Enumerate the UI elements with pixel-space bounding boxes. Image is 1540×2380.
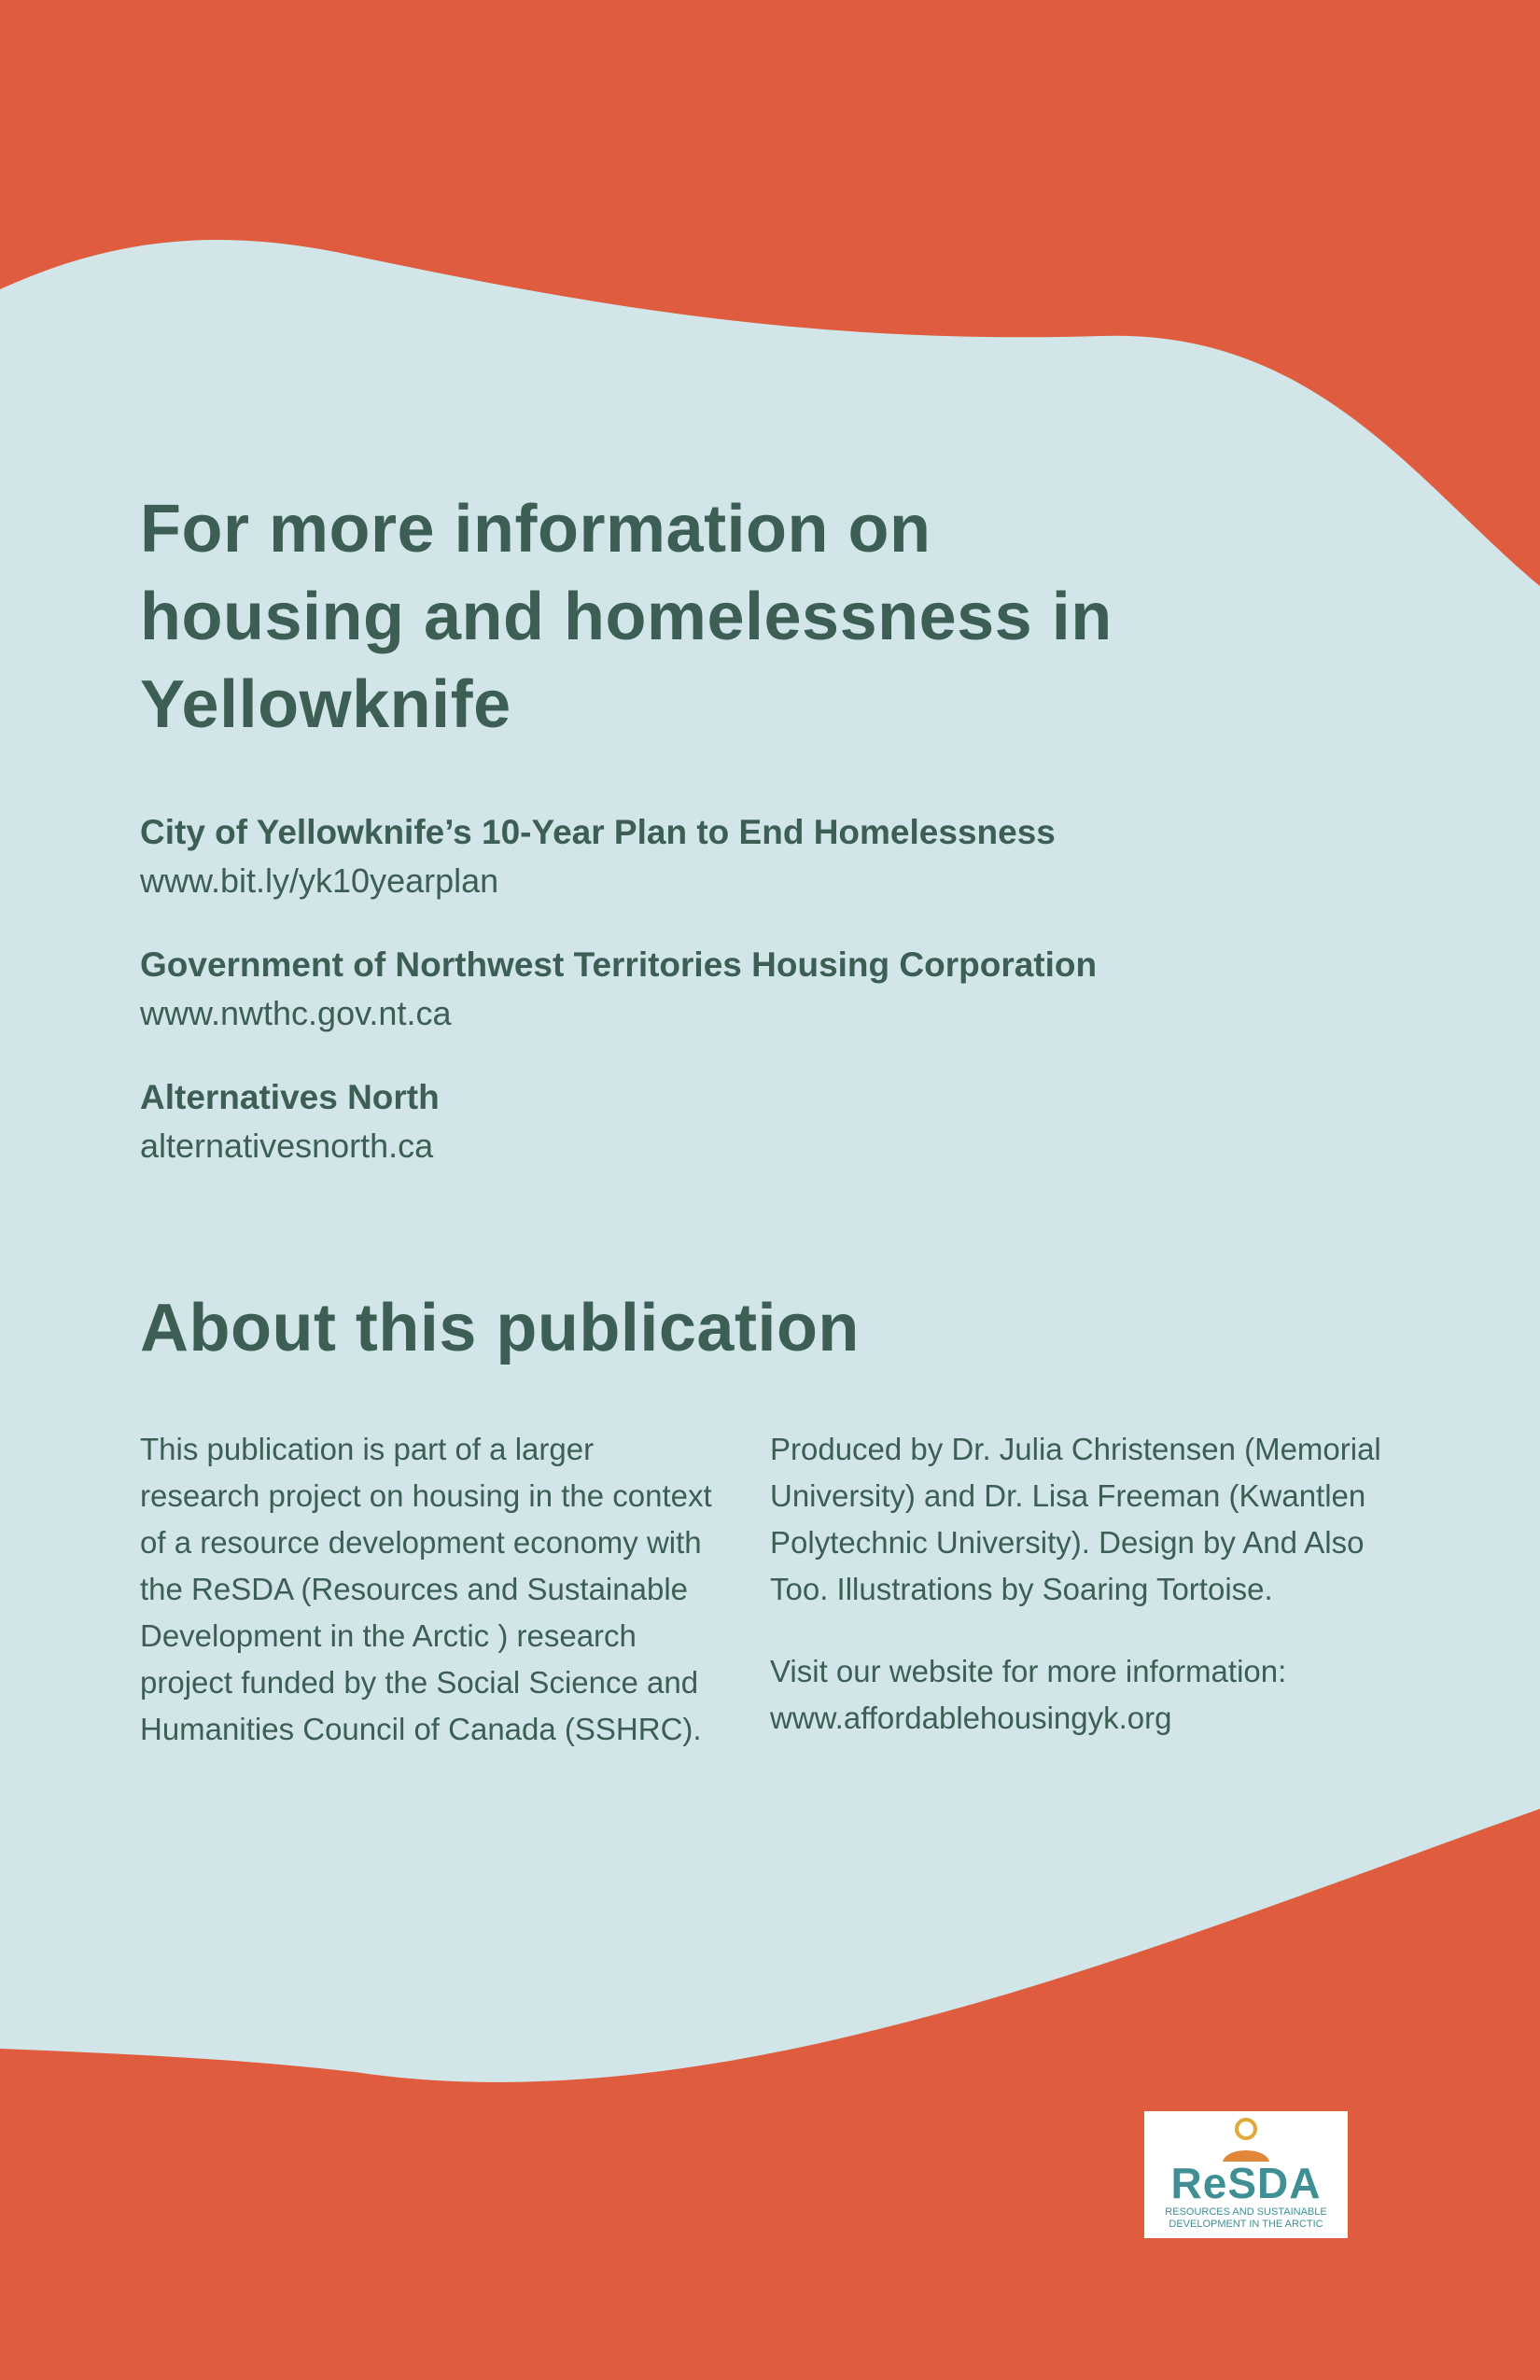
resource-item-yk-plan <box>140 808 1307 905</box>
logo-tagline: RESOURCES AND SUSTAINABLE DEVELOPMENT IN THE ARCTIC <box>1165 2206 1327 2230</box>
resource-name: City of Yellowknife’s 10-Year Plan to End Homelessness <box>140 813 1056 851</box>
resource-url[interactable]: www.bit.ly/yk10yearplan <box>140 861 499 900</box>
resource-item-alternatives-north <box>140 1073 1307 1170</box>
visit-website-text: Visit our website for more information: www.affordablehousingyk.org <box>770 1654 1287 1735</box>
logo-name: ReSDA <box>1170 2159 1322 2207</box>
resource-url[interactable]: alternativesnorth.ca <box>140 1127 434 1165</box>
resource-name: Alternatives North <box>140 1078 440 1116</box>
about-credits-column <box>770 1426 1423 1777</box>
credits-text: Produced by Dr. Julia Christensen (Memorial University) and Dr. Lisa Freeman (Kwantlen Polytechnic University). Design by And Also Too. Illustrations by Soaring Tortoise. <box>770 1432 1381 1606</box>
about-description: This publication is part of a larger research project on housing in the context of a resource development economy with the ReSDA (Resources and Sustainable Development in the Arctic ) research project funded by the Social Science and Humanities Council of Canada (SSHRC). <box>140 1432 712 1746</box>
resource-url[interactable]: www.nwthc.gov.nt.ca <box>140 994 452 1032</box>
person-figure-icon <box>1144 2115 1348 2165</box>
resource-item-nwthc <box>140 941 1307 1038</box>
resda-logo <box>1144 2111 1348 2238</box>
resource-list <box>140 808 1307 1206</box>
info-title: For more information on housing and homelessness in Yellowknife <box>140 492 1113 742</box>
resource-name: Government of Northwest Territories Housing Corporation <box>140 945 1098 984</box>
about-title: About this publication <box>140 1291 860 1365</box>
